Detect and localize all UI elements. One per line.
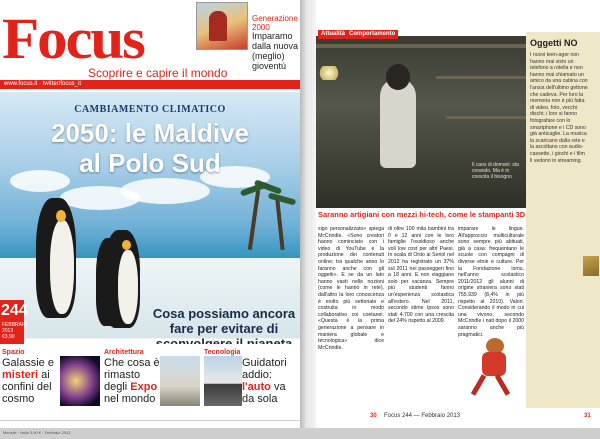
- page-number-right: 31: [584, 413, 591, 419]
- magazine-cover: [0, 0, 300, 435]
- cover-footer-line: Mensile · Italia 3,90 € · Febbraio 2013: [0, 420, 300, 428]
- article-column-2: di oltre 100 mila bambini tra 0 e 12 anni con le loro famiglie l'ossidioso anche voli low cost per altri Paesi. In scala di Ordo ai Seriol nel 2012 ha registrato un 37% sul 2011 nei passeggeri fino a 18 anni. E non viaggiano solo per vacanza. Sempre più studenti fanno un'esperienza scolastica all'estero. Nel 2011, secondo stime Ipsos sono stati 4.700 con una crescita del 24% rispetto al 2009.: [388, 226, 454, 325]
- penguin-neck: [122, 240, 131, 250]
- cover-headline-line-2: al Polo Sud: [79, 148, 221, 178]
- jumping-girl-photo: [456, 330, 526, 408]
- url-text: www.focus.it · twitter/focus_it: [4, 81, 82, 87]
- promo-photo: [196, 2, 248, 50]
- teaser-image-car: [204, 356, 242, 406]
- penguin-neck: [56, 210, 66, 222]
- section-tag-current-affairs: Attualità: [318, 30, 348, 39]
- shelf: [436, 76, 526, 79]
- sidebar-title: Oggetti NO: [530, 38, 578, 48]
- article-title: Saranno artigiani con mezzi hi-tech, come le stampanti 3D: [318, 210, 526, 219]
- cover-subhead: Cosa possiamo ancora fare per evitare di: [152, 306, 296, 336]
- article-column-1: sigo personalizzato» spiega McCrindle. «Sono creatori hanno cominciato con i video di YouTube e la produzione dei contenuti online; tra qualche anno lo faranno anche con gli oggetti». E se da un lato hanno vasti nelle nozioni (come le hanno in rete), dall'altro la loro conoscenza è molto più settoriale e costruita in modo collaborativo coi coetanei. «Questa è la prima generazione a pensare in maniera globale e tecnologica» dice McCrindle.: [318, 226, 384, 351]
- teaser-image-galaxy: [60, 356, 100, 406]
- teaser-text: Che cosa è rimasto degli Expo nel mondo: [104, 357, 160, 405]
- page-footer-brand: Focus 244 — Febbraio 2013: [384, 413, 461, 419]
- shelf: [446, 116, 526, 119]
- teaser-category: Tecnologia: [204, 349, 241, 356]
- photo-caption: Il caos di domani: sta creando. Ma è in crescita il bisogno: [472, 162, 519, 180]
- masthead: [0, 0, 300, 92]
- cloud: [60, 186, 140, 210]
- girl-leg: [471, 374, 486, 396]
- shelf: [316, 44, 526, 48]
- teaser-text: Galassie e misteri ai confini del cosmo: [2, 357, 54, 405]
- person-head: [386, 64, 410, 90]
- teaser-category: Spazio: [2, 349, 25, 356]
- sidebar-image: [583, 256, 599, 276]
- girl-body: [482, 352, 506, 376]
- teaser-text: Guidatori addio: l'auto va da sola: [242, 357, 287, 405]
- article-photo: [316, 36, 526, 208]
- promo-kicker: Generazione 2000: [252, 14, 298, 32]
- cover-headline-line-1: 2050: le Maldive: [51, 118, 249, 148]
- teaser-image-expo: [160, 356, 200, 406]
- spread-gutter: [300, 0, 316, 428]
- url-bar: [0, 80, 300, 89]
- person-figure: [380, 78, 416, 168]
- page-number-left: 30: [370, 413, 377, 419]
- cover-kicker: CAMBIAMENTO CLIMATICO: [74, 104, 226, 115]
- teaser-category: Architettura: [104, 349, 144, 356]
- magazine-logo: Focus: [2, 6, 144, 71]
- article-column-3: imparare le lingue. All'approccio multiculturale sono sempre più abituati, già a casa: frequentano le scuole con compagni di diverse etnie e culture. Per la Fondazione Ismu, nell'anno scolastico 2011/2012 gli alunni di origine straniera sono stati 755.939 (8,4% in più rispetto al 2010). Valori. Considerando il modo in cui una vivono, secondo McCrindle i nati dopo il 2000 saranno anche più pragmatici.: [458, 226, 524, 338]
- girl-leg: [495, 374, 510, 396]
- issue-price: FEBBRAIO 2013 €3,90: [2, 322, 28, 340]
- lamp: [318, 66, 340, 80]
- section-tag-behaviour: Comportamento: [346, 30, 398, 39]
- sidebar-text: I nuovi teen-ager non hanno mai visto un telefono a rotella e non hanno mai chiamato un amico da una cabina con l'ansia dell'ultimo gettone che cadeva. Per loro la memoria non è più fatta di video, foto, vecchi dischi; i loro si fanno fotografare con lo smartphone e i CD sono già anticaglie. La musica la scaricano dalla rete e la ascoltano con audio-cassette, i giochi e i film li vedono in streaming.: [530, 52, 588, 164]
- penguin-belly: [118, 250, 138, 324]
- promo-text: Imparamo dalla nuova (meglio) gioventù: [252, 31, 299, 71]
- magazine-tagline: Scoprire e capire il mondo: [88, 66, 228, 80]
- penguin-belly: [50, 220, 74, 314]
- issue-number: 244: [1, 302, 28, 319]
